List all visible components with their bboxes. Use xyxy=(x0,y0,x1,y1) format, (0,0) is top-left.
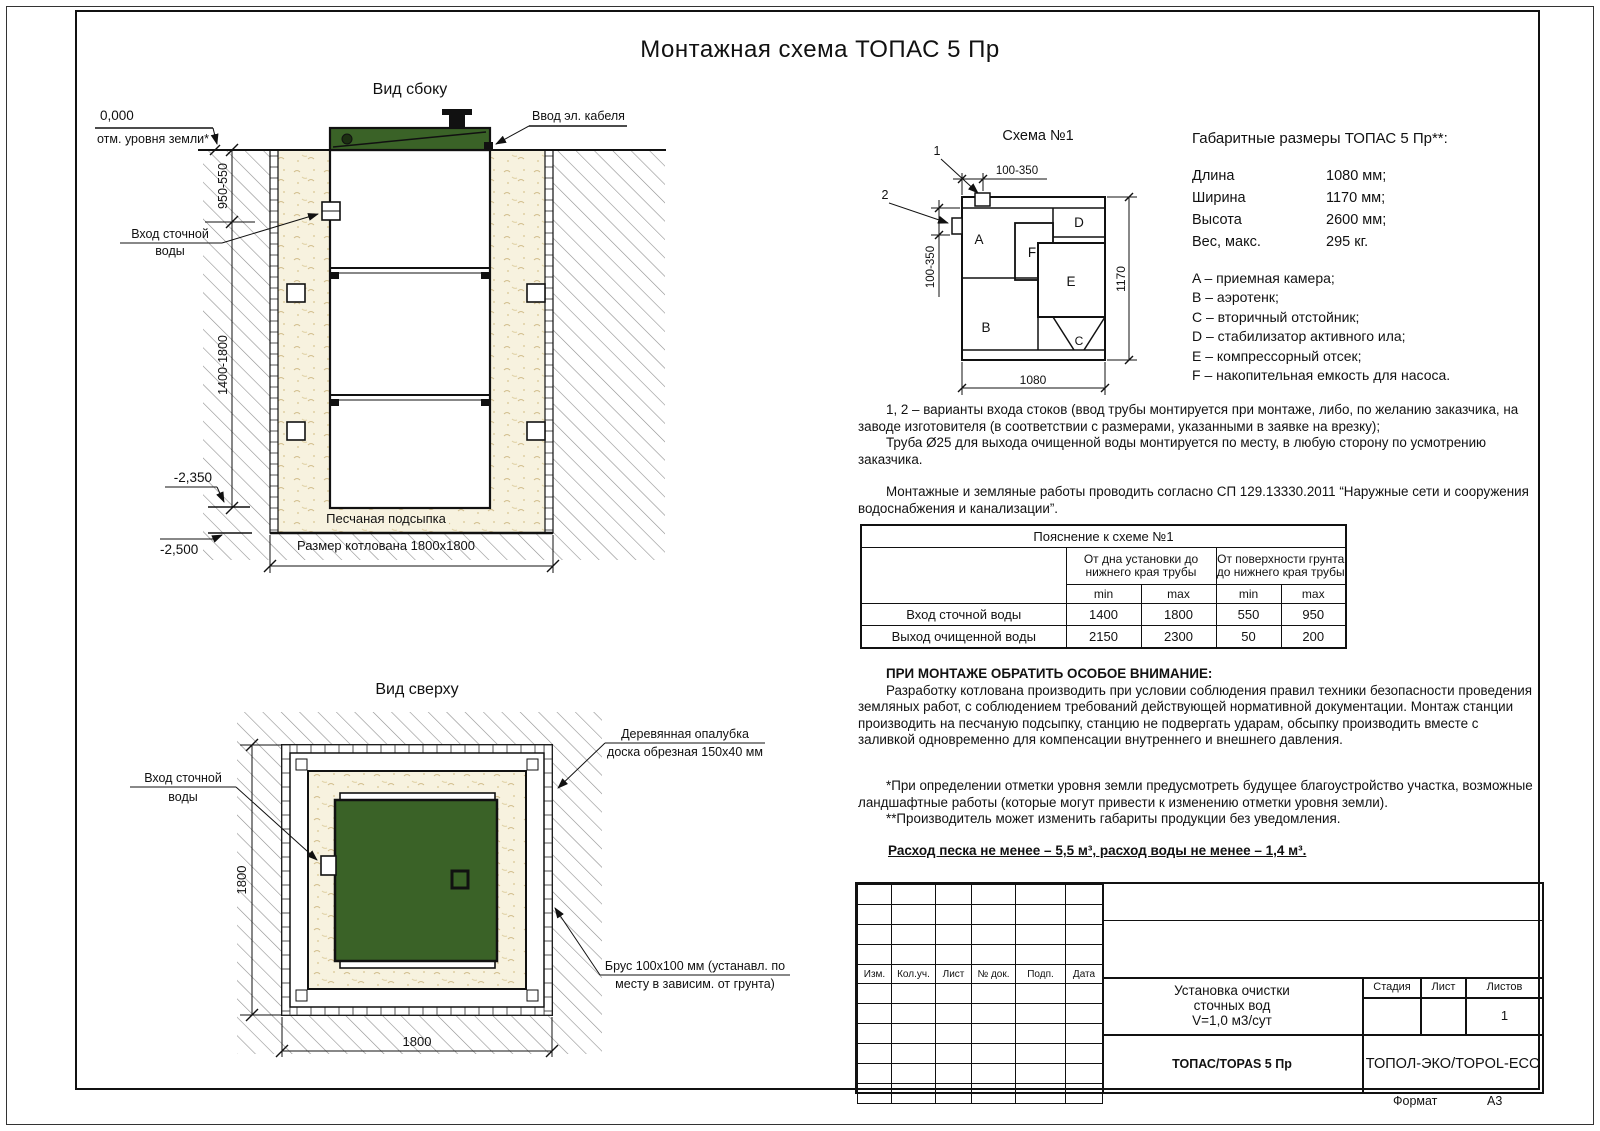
product-title-line: Установка очистки xyxy=(1174,983,1290,998)
marker-1 xyxy=(934,144,978,193)
row-value: 2150 xyxy=(1066,626,1141,649)
svg-text:отм. уровня земли*: отм. уровня земли* xyxy=(97,132,210,146)
stage-label: Стадия xyxy=(1373,981,1411,993)
product-title-line: V=1,0 м3/сут xyxy=(1192,1013,1272,1028)
compartment-c-label: C xyxy=(1074,334,1084,348)
row-value: 50 xyxy=(1216,626,1281,649)
svg-text:1: 1 xyxy=(933,144,941,158)
compartment-d-label: D xyxy=(1074,215,1084,230)
svg-text:2: 2 xyxy=(881,188,889,202)
table-corner-cell xyxy=(861,548,1066,604)
side-view-drawing xyxy=(80,78,670,593)
row-label: Выход очищенной воды xyxy=(861,626,1066,649)
dimension-top xyxy=(953,165,1047,195)
svg-text:Песчаная подсыпка: Песчаная подсыпка xyxy=(326,511,446,526)
svg-text:1170: 1170 xyxy=(1114,266,1128,292)
top-view-drawing xyxy=(100,660,800,1060)
compartment-a-label: A xyxy=(974,232,984,247)
svg-text:Размер котлована 1800х1800: Размер котлована 1800х1800 xyxy=(296,538,476,553)
table-row xyxy=(861,626,1346,649)
row-value: 1400 xyxy=(1066,604,1141,626)
sheets-label: Листов xyxy=(1486,981,1523,993)
schema-inlet-1 xyxy=(975,193,990,206)
table-group-header: От поверхности грунта до нижнего края трубы xyxy=(1216,548,1346,585)
table-max-header: max xyxy=(1141,585,1216,604)
dimension-bottom xyxy=(958,362,1109,395)
legend-item: D – стабилизатор активного ила; xyxy=(1192,328,1406,345)
legend-item: E – компрессорный отсек; xyxy=(1192,347,1362,364)
compartment-e-label: E xyxy=(1066,274,1076,289)
svg-text:1800: 1800 xyxy=(234,865,249,895)
dimension-row: Ширина 1170 мм; xyxy=(1192,190,1386,206)
tank-lid xyxy=(330,109,490,150)
footnote-2: **Производитель может изменить габариты продукции без уведомления. xyxy=(886,811,1341,826)
dimension-row: Длина 1080 мм; xyxy=(1192,168,1387,184)
svg-text:100-350: 100-350 xyxy=(925,245,937,289)
svg-text:Деревянная опалубка: Деревянная опалубка xyxy=(621,727,749,741)
svg-text:воды: воды xyxy=(168,790,198,804)
rev-header: Подп. xyxy=(1016,965,1066,984)
dimension-left xyxy=(925,200,960,297)
company-cell: ТОПОЛ-ЭКО/TOPOL-ECO xyxy=(1365,1056,1541,1072)
product-title-cell xyxy=(1104,979,1360,1032)
table-min-header: min xyxy=(1066,585,1141,604)
attention-body: Разработку котлована производить при условии соблюдения правил техники безопасности проведения земляных работ, с соблюдением требований действующей нормативной документации. Монтаж станции производить на песчаную подсыпку, станцию не подвергать ударам, обсыпку производить вместе с заливкой одновременно для компенсации внутреннего и внешнего давления. xyxy=(858,682,1533,747)
schema-inlet-2 xyxy=(952,218,962,234)
svg-text:месту в зависим. от грунта): месту в зависим. от грунта) xyxy=(615,977,775,991)
drawing-title: Монтажная схема ТОПАС 5 Пр xyxy=(640,36,1000,63)
formwork-board-right xyxy=(545,150,553,533)
top-view-title: Вид сверху xyxy=(375,681,459,698)
svg-text:Ввод эл. кабеля: Ввод эл. кабеля xyxy=(532,109,625,123)
lid-vent-hatch xyxy=(452,871,468,888)
svg-text:100-350: 100-350 xyxy=(995,165,1039,177)
cable-entry-point xyxy=(484,142,493,151)
side-view-title: Вид сбоку xyxy=(372,81,448,98)
installation-notes xyxy=(858,402,1536,517)
model-cell: ТОПАС/TOPAS 5 Пр xyxy=(1172,1057,1292,1071)
vent-chimney-icon xyxy=(442,109,472,128)
rev-header: Изм. xyxy=(858,965,892,984)
attention-title: ПРИ МОНТАЖЕ ОБРАТИТЬ ОСОБОЕ ВНИМАНИЕ: xyxy=(886,666,1213,681)
svg-text:-2,350: -2,350 xyxy=(173,470,212,485)
footnotes-block xyxy=(858,778,1548,828)
svg-text:1400-1800: 1400-1800 xyxy=(216,335,230,395)
cable-entry-label xyxy=(496,109,627,144)
table-title: Пояснение к схеме №1 xyxy=(861,525,1346,548)
note-pipe: Труба Ø25 для выхода очищенной воды монтируется по месту, в любую сторону по усмотрению заказчика. xyxy=(858,435,1487,467)
revision-header-row xyxy=(858,965,1103,984)
footnote-1: *При определении отметки уровня земли предусмотреть будущее благоустройство участка, возможные ландшафтные работы (которые могут привести к изменению отметки уровня земли). xyxy=(858,778,1533,810)
marker-2 xyxy=(882,188,948,223)
row-value: 950 xyxy=(1281,604,1346,626)
svg-text:Брус 100х100 мм (устанавл. по: Брус 100х100 мм (устанавл. по xyxy=(604,959,786,973)
svg-text:доска обрезная 150х40 мм: доска обрезная 150х40 мм xyxy=(607,745,763,759)
format-label: Формат xyxy=(1393,1094,1438,1108)
table-max-header: max xyxy=(1281,585,1346,604)
svg-text:950-550: 950-550 xyxy=(216,163,230,209)
dimension-right xyxy=(1107,193,1137,364)
consumption-note: Расход песка не менее – 5,5 м³, расход воды не менее – 1,4 м³. xyxy=(888,843,1307,858)
sand-bedding-label xyxy=(323,510,449,527)
row-value: 550 xyxy=(1216,604,1281,626)
row-value: 1800 xyxy=(1141,604,1216,626)
overall-dimensions-block xyxy=(1192,130,1537,385)
formwork-board-left xyxy=(270,150,278,533)
svg-text:Вход сточной: Вход сточной xyxy=(131,227,209,241)
product-title-line: сточных вод xyxy=(1193,998,1271,1013)
tank-body xyxy=(330,150,490,508)
rev-header: Кол.уч. xyxy=(892,965,936,984)
rev-header: Дата xyxy=(1066,965,1103,984)
revision-table xyxy=(857,884,1103,1104)
row-label: Вход сточной воды xyxy=(861,604,1066,626)
rev-header: № док. xyxy=(972,965,1016,984)
svg-text:0,000: 0,000 xyxy=(100,108,134,123)
schema-explanation-table xyxy=(860,524,1347,649)
zero-level-mark xyxy=(95,108,220,155)
compartment-legend xyxy=(1192,269,1537,385)
sheet-label: Лист xyxy=(1431,981,1456,993)
legend-item: C – вторичный отстойник; xyxy=(1192,308,1360,325)
svg-text:1080: 1080 xyxy=(1019,373,1047,387)
format-value: А3 xyxy=(1487,1094,1503,1108)
sheets-value: 1 xyxy=(1500,1008,1509,1023)
tank-lid-top xyxy=(335,800,497,961)
legend-item: A – приемная камера; xyxy=(1192,270,1335,286)
compartment-f-label: F xyxy=(1027,245,1037,260)
dimension-row: Высота 2600 мм; xyxy=(1192,212,1387,228)
note-works: Монтажные и земляные работы проводить согласно СП 129.13330.2011 “Наружные сети и сооружения водоснабжения и канализации”. xyxy=(858,484,1529,516)
inlet-pipe-stub xyxy=(322,202,340,220)
title-block xyxy=(855,882,1544,1094)
inlet-pipe-stub xyxy=(321,856,336,875)
table-group-header: От дна установки до нижнего края трубы xyxy=(1066,548,1216,585)
table-min-header: min xyxy=(1216,585,1281,604)
legend-item: F – накопительная емкость для насоса. xyxy=(1192,367,1451,384)
schema-title: Схема №1 xyxy=(1002,128,1074,144)
row-value: 200 xyxy=(1281,626,1346,649)
compartment-b-label: B xyxy=(981,320,991,335)
row-value: 2300 xyxy=(1141,626,1216,649)
svg-text:-2,500: -2,500 xyxy=(160,542,199,557)
legend-item: B – аэротенк; xyxy=(1192,289,1279,306)
table-row xyxy=(861,604,1346,626)
dimension-row: Вес, макс. 295 кг. xyxy=(1192,234,1369,250)
svg-text:Вход сточной: Вход сточной xyxy=(144,771,222,785)
svg-text:воды: воды xyxy=(155,244,185,258)
note-variants: 1, 2 – варианты входа стоков (ввод трубы монтируется при монтаже, либо, по желанию заказчика, на заводе изготовителя (в соответствии с размерами, указанными в заявке на врезку); xyxy=(858,402,1519,434)
schema-1-drawing xyxy=(855,105,1185,405)
svg-text:1800: 1800 xyxy=(402,1034,432,1049)
titleblock-line xyxy=(1102,920,1542,921)
attention-block xyxy=(858,666,1538,749)
dimensions-title: Габаритные размеры ТОПАС 5 Пр**: xyxy=(1192,130,1448,147)
rev-header: Лист xyxy=(936,965,972,984)
